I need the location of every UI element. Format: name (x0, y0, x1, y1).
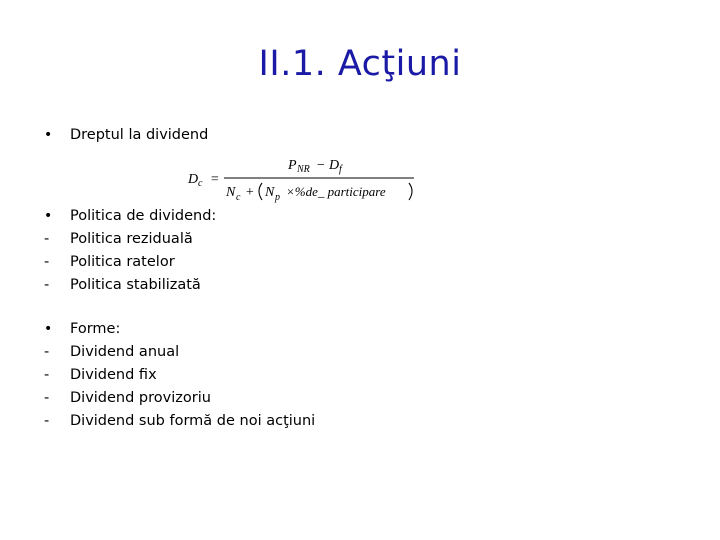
dash-marker: - (44, 344, 50, 360)
dash-marker: - (44, 231, 50, 247)
formula-den-np-sub: p (275, 192, 280, 203)
dash-marker: - (44, 277, 50, 293)
dash-marker: - (44, 254, 50, 270)
bullet-text: Dreptul la dividend (70, 127, 209, 143)
formula-num-d-sub: f (339, 164, 342, 175)
formula-den-n-sub: c (236, 192, 241, 203)
formula-den-rest: ×%de_ participare (286, 184, 386, 199)
formula-lhs-sub: c (198, 178, 203, 189)
bullet-row (44, 205, 216, 228)
bullet-row (44, 318, 315, 341)
bullet-text: Politica de dividend: (70, 208, 217, 224)
slide-title: II.1. Acţiuni (258, 44, 462, 84)
formula-den-n: N (226, 185, 236, 200)
right-paren (409, 183, 412, 200)
dash-row (44, 410, 315, 433)
bullet-row (44, 124, 208, 147)
formula-num-minus-d: − D (316, 158, 340, 173)
formula-den-plus: + (245, 185, 255, 200)
dash-text: Politica reziduală (70, 231, 193, 247)
section-dividend-policy (44, 205, 216, 297)
bullet-marker: • (44, 321, 53, 337)
dash-text: Politica stabilizată (70, 277, 201, 293)
formula-den-np: N (265, 185, 275, 200)
dash-marker: - (44, 390, 50, 406)
left-paren (259, 183, 262, 200)
dash-text: Dividend anual (70, 344, 180, 360)
dash-row (44, 364, 315, 387)
dash-text: Politica ratelor (70, 254, 175, 270)
formula-equals: = (210, 172, 220, 187)
dash-text: Dividend fix (70, 367, 157, 383)
dash-row (44, 387, 315, 410)
dash-marker: - (44, 367, 50, 383)
formula-num-p: P (288, 158, 297, 173)
dash-marker: - (44, 413, 50, 429)
section-dividend-right (44, 124, 208, 147)
formula-num-p-sub: NR (297, 164, 310, 175)
formula-lhs: D (188, 172, 199, 187)
dash-row (44, 228, 216, 251)
dash-text: Dividend sub formă de noi acţiuni (70, 413, 316, 429)
dividend-formula (180, 150, 430, 210)
bullet-marker: • (44, 127, 53, 143)
bullet-marker: • (44, 208, 53, 224)
dash-row (44, 251, 216, 274)
formula-svg (180, 150, 430, 210)
section-forms (44, 318, 315, 433)
dash-text: Dividend provizoriu (70, 390, 211, 406)
dash-row (44, 341, 315, 364)
bullet-text: Forme: (70, 321, 121, 337)
dash-row (44, 274, 216, 297)
